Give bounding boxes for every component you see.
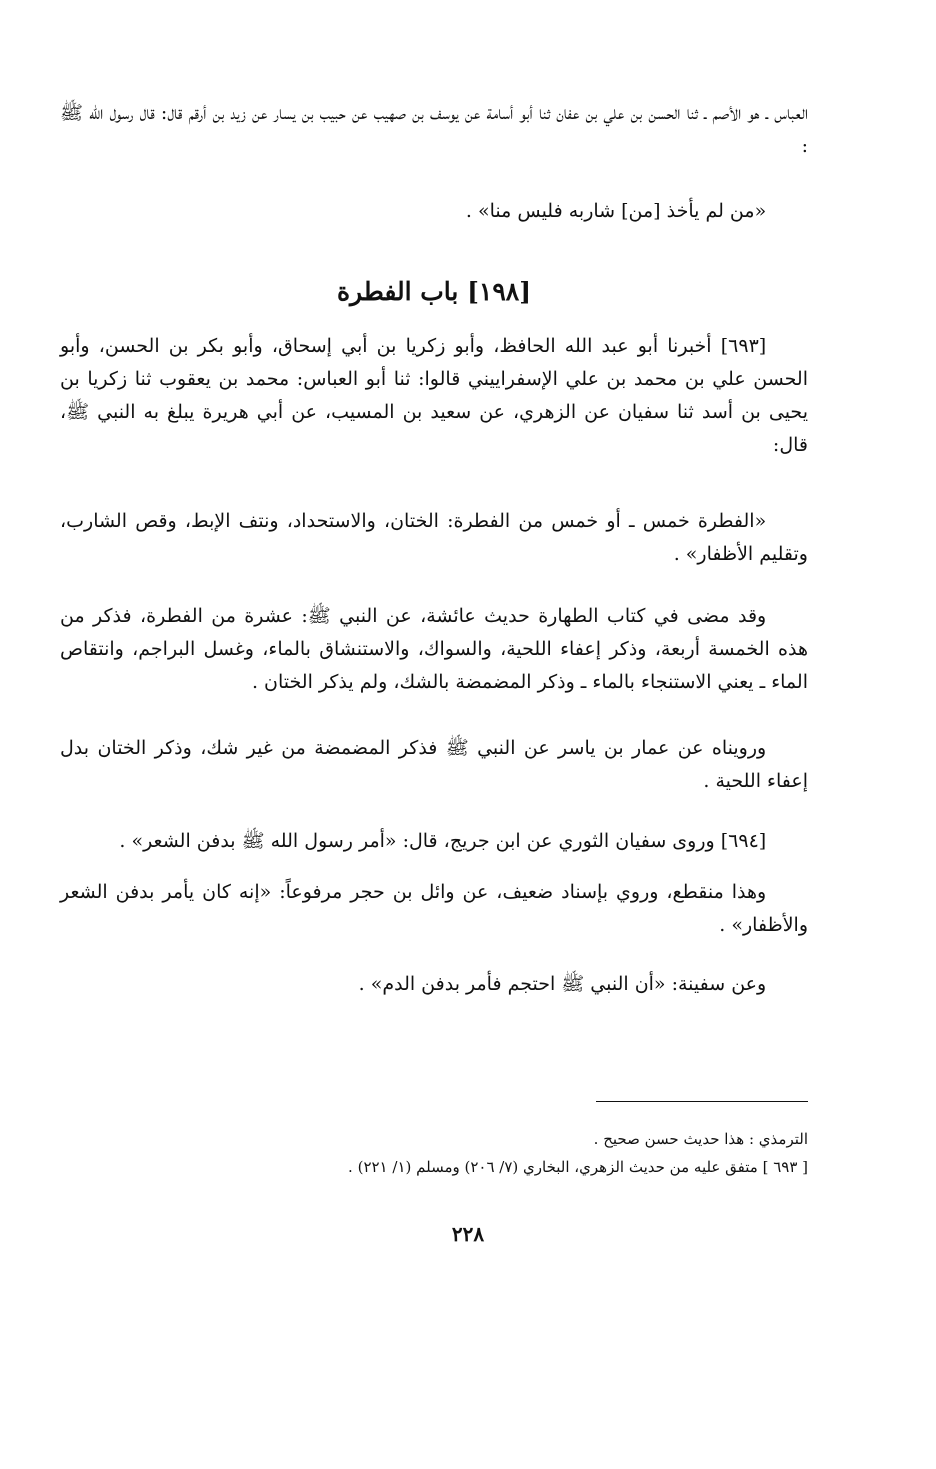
footnote-divider — [596, 1101, 808, 1102]
paragraph-munqati: وهذا منقطع، وروي بإسناد ضعيف، عن وائل بن حجر مرفوعاً: «إنه كان يأمر بدفن الشعر والأظفار» . — [60, 881, 808, 936]
paragraph-mada: وقد مضى في كتاب الطهارة حديث عائشة، عن النبي ﷺ: عشرة من الفطرة، فذكر من هذه الخمسة أربعة، وذكر إعفاء اللحية، والسواك، والاستنشاق بالماء، وغسل البراجم، وانتقاص الماء ـ يعني الاستنجاء بالماء ـ وذكر المضمضة بالشك، ولم يذكر الختان . — [60, 605, 808, 693]
paragraph-ammar: ورويناه عن عمار بن ياسر عن النبي ﷺ فذكر المضمضة من غير شك، وذكر الختان بدل إعفاء اللحية . — [60, 737, 808, 792]
paragraph-ammar-block — [60, 732, 808, 798]
footnote-line-1: الترمذي : هذا حديث حسن صحيح . — [593, 1130, 808, 1148]
chapter-title: [١٩٨] باب الفطرة — [336, 277, 532, 306]
paragraph-continuation: العباس ـ هو الأصم ـ ثنا الحسن بن علي بن عفان ثنا أبو أسامة عن يوسف بن صهيب عن حبيب بن يسار عن زيد بن أرقم قال: قال رسول الله ﷺ : — [60, 102, 808, 157]
hadith-693-block — [60, 330, 808, 462]
footnotes — [60, 1125, 808, 1181]
hadith-694: [٦٩٤] وروى سفيان الثوري عن ابن جريج، قال: «أمر رسول الله ﷺ بدفن الشعر» . — [119, 830, 767, 852]
paragraph-mada-block — [60, 600, 808, 699]
paragraph-safina-block — [60, 968, 808, 1001]
footnote-line-2: [ ٦٩٣ ] متفق عليه من حديث الزهري، البخاري (٧/ ٢٠٦) ومسلم (١/ ٢٢١) . — [348, 1158, 808, 1176]
page-number: ٢٢٨ — [451, 1222, 485, 1246]
paragraph-safina: وعن سفينة: «أن النبي ﷺ احتجم فأمر بدفن الدم» . — [358, 973, 767, 995]
paragraph-munqati-block — [60, 876, 808, 942]
quote-fitra: «الفطرة خمس ـ أو خمس من الفطرة: الختان، والاستحداد، ونتف الإبط، وقص الشارب، وتقليم الأظفار» . — [60, 510, 808, 565]
quote-block-fitra — [60, 505, 808, 571]
quote-block-shareb — [60, 195, 808, 228]
main-text-continuation — [60, 97, 808, 163]
hadith-694-block — [60, 825, 808, 858]
hadith-693: [٦٩٣] أخبرنا أبو عبد الله الحافظ، وأبو زكريا بن أبي إسحاق، وأبو بكر بن الحسن، وأبو الحسن علي بن محمد بن علي الإسفراييني قالوا: ثنا أبو العباس: محمد بن يعقوب ثنا زكريا بن يحيى بن أسد ثنا سفيان عن الزهري، عن سعيد بن المسيب، عن أبي هريرة يبلغ به النبي ﷺ، قال: — [60, 335, 808, 456]
quote-shareb: «من لم يأخذ [من] شاربه فليس منا» . — [465, 200, 767, 222]
